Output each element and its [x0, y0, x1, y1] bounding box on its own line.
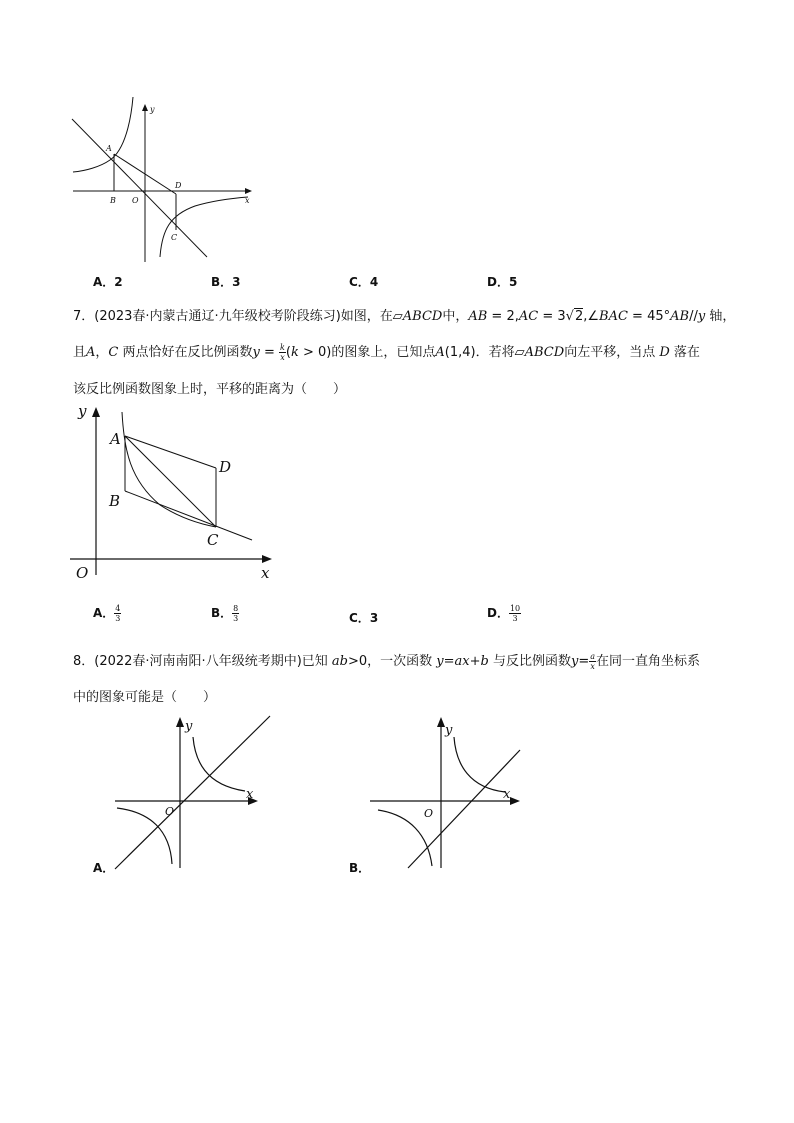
q8b-x-arrow: [510, 797, 520, 805]
q7-line-1: 7．(2023春·内蒙古通辽·九年级校考阶段练习)如图，在▱ABCD中，AB = 2,AC = 3√2,∠BAC = 45°AB//y 轴，: [73, 309, 736, 324]
q6-label-d: D: [175, 181, 182, 190]
q8-option-a: A．: [93, 861, 115, 875]
q7-segment-ac: [125, 436, 216, 527]
q6-option-c: C．4: [349, 275, 379, 289]
q6-line-ac: [72, 119, 207, 257]
q7-y-arrow: [92, 407, 100, 417]
q6-label-o: O: [132, 196, 139, 205]
q6-label-y: y: [150, 105, 155, 114]
q6-label-c: C: [171, 233, 178, 242]
q8-fraction-a-over-x: $\frac{a}{x}$: [590, 652, 596, 671]
q8a-hyperbola-lower-left: [117, 808, 172, 864]
q7-label-d: D: [219, 458, 232, 476]
q6-label-x: x: [245, 196, 250, 205]
q7-fraction-k-over-x: $\frac{k}{x}$: [280, 343, 285, 362]
q6-option-a: A．2: [93, 275, 123, 289]
q7-segment-bc-extended: [125, 491, 252, 540]
q6-x-arrow: [245, 188, 252, 194]
q8-option-b: B．: [349, 861, 371, 875]
q8-figure-b: [365, 712, 535, 872]
q7-label-a: A: [110, 430, 121, 448]
q7-figure: [60, 398, 290, 588]
q6-label-b: B: [110, 196, 116, 205]
q7-label-c: C: [207, 531, 219, 549]
q7-segment-ad: [125, 436, 216, 468]
q7-label-b: B: [109, 492, 121, 510]
q8-line-1: 8．(2022春·河南南阳·八年级统考期中)已知 ab>0，一次函数 y=ax+b 与反比例函数y= $\frac{a}{x}$ 在同一直角坐标系: [73, 652, 701, 671]
q8b-label-y: y: [445, 723, 453, 738]
q8-line-2: 中的图象可能是（ ）: [73, 690, 217, 705]
q8a-y-arrow: [176, 717, 184, 727]
q7-line-3: 该反比例函数图象上时，平移的距离为（ ）: [73, 382, 347, 397]
q7-option-d: D． $\frac{10}{3}$: [487, 604, 521, 623]
q8a-label-x: x: [246, 787, 254, 802]
q8b-y-arrow: [437, 717, 445, 727]
q8b-label-o: O: [424, 807, 434, 820]
q8a-hyperbola-upper-right: [193, 737, 245, 791]
q7-line-2: 且A，C 两点恰好在反比例函数y = $\frac{k}{x}$ (k > 0)的图象上，已知点A(1,4)．若将▱ABCD向左平移，当点 D 落在: [73, 343, 700, 362]
q7-option-a: A． $\frac{4}{3}$: [93, 604, 121, 623]
q7-label-x: x: [261, 564, 270, 582]
q6-figure: [60, 95, 260, 265]
q8b-hyperbola-upper-right: [454, 737, 505, 792]
q7-label-y: y: [78, 402, 87, 420]
q8-figure-a: [108, 712, 278, 872]
q6-y-arrow: [142, 104, 148, 111]
q7-hyperbola: [122, 412, 216, 527]
q6-option-b: B．3: [211, 275, 241, 289]
q8a-label-o: O: [165, 805, 175, 818]
q8a-label-y: y: [185, 719, 193, 734]
q7-option-c: C．3: [349, 611, 379, 625]
q8b-label-x: x: [503, 787, 511, 802]
q7-option-b: B． $\frac{8}{3}$: [211, 604, 239, 623]
q6-hyperbola-lower-right: [160, 197, 248, 257]
q6-option-d: D．5: [487, 275, 518, 289]
q6-label-a: A: [106, 144, 112, 153]
q7-label-o: O: [76, 564, 89, 582]
q7-x-arrow: [262, 555, 272, 563]
